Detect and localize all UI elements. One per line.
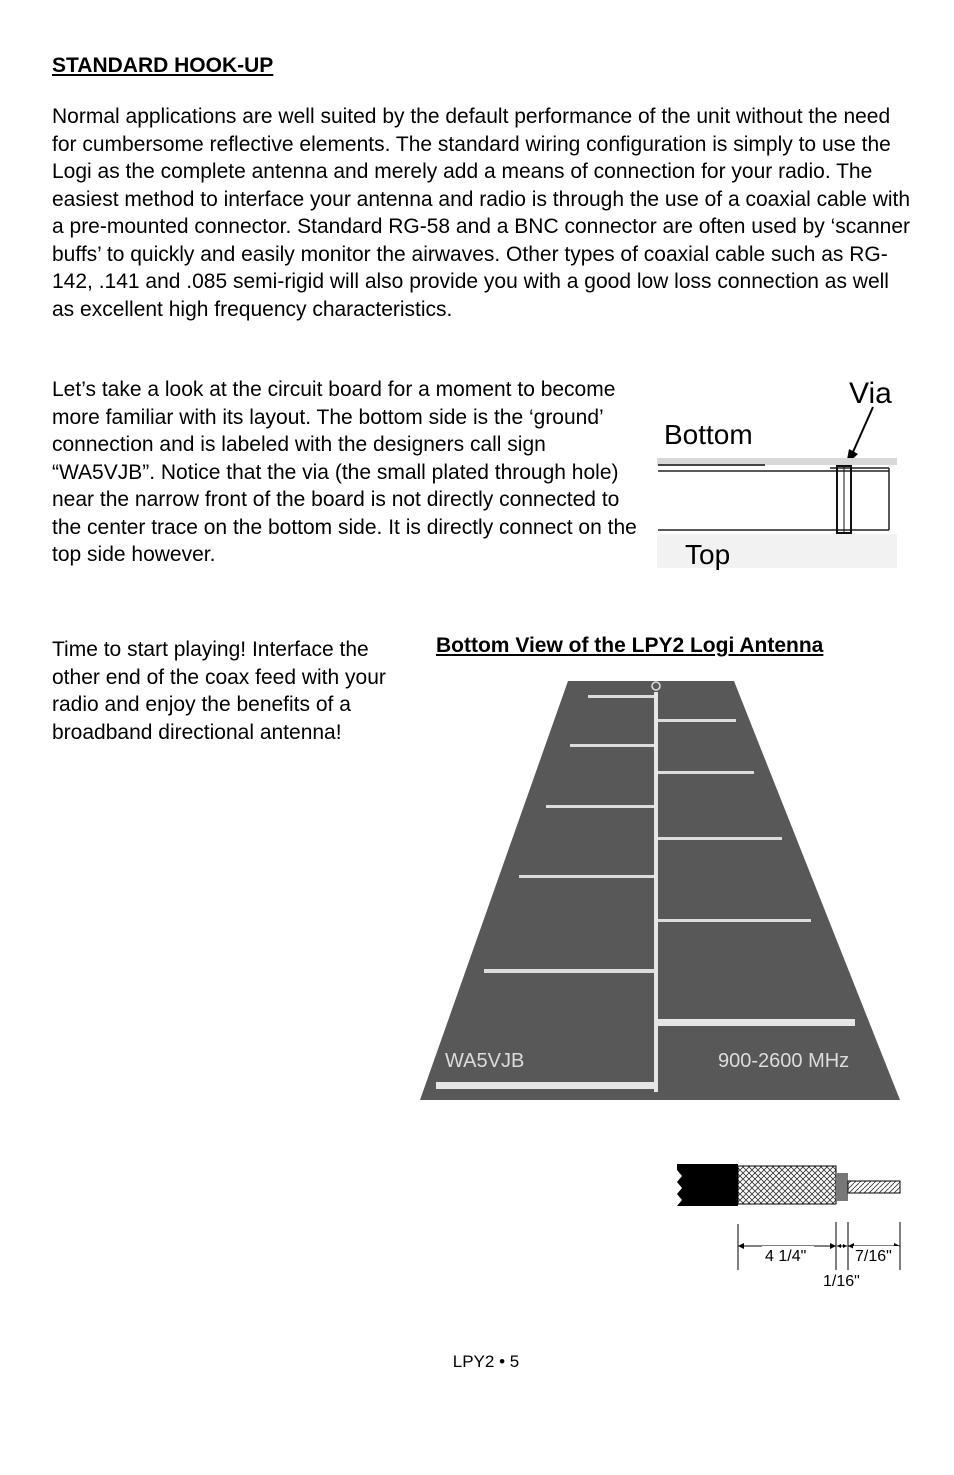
coax-strip-diagram	[674, 1158, 906, 1298]
via-cross-section-diagram	[655, 372, 900, 572]
element-right-5	[658, 1019, 855, 1026]
coax-braid	[738, 1166, 836, 1204]
element-left-6	[436, 1082, 658, 1089]
element-right-2	[658, 771, 754, 774]
center-trace	[654, 692, 658, 1092]
coax-dielectric	[836, 1173, 848, 1201]
element-right-3	[658, 837, 782, 840]
page-footer: LPY2 • 5	[452, 1352, 520, 1371]
via-label: Via	[849, 377, 892, 410]
paragraph-circuit-board: Let’s take a look at the circuit board for a moment to become more familiar with its layout. The bottom side is the ‘ground’ connection and is labeled with the designers call sign “WA5VJB”. Notice that the via (the small plated through hole) near the narrow front of the board is not directly connected to the center trace on the bottom side. It is directly connect on the top side however.	[52, 378, 637, 566]
element-left-4	[519, 875, 654, 878]
paragraph-start-playing: Time to start playing! Interface the other end of the coax feed with your radio and enjoy the benefits of a broadband directional antenna!	[52, 638, 386, 744]
element-right-1	[658, 719, 736, 722]
bottom-label: Bottom	[664, 419, 753, 450]
via-arrow	[853, 407, 873, 452]
dimension-gap: 1/16"	[823, 1273, 860, 1290]
dimension-braid: 4 1/4"	[765, 1248, 807, 1265]
element-left-1	[588, 695, 654, 698]
frequency-label: 900-2600 MHz	[718, 1050, 850, 1072]
antenna-figure-caption: Bottom View of the LPY2 Logi Antenna	[436, 634, 824, 657]
dimension-center: 7/16"	[855, 1248, 892, 1265]
antenna-board	[420, 681, 900, 1100]
section-heading: STANDARD HOOK-UP	[52, 54, 274, 77]
call-sign-label: WA5VJB	[445, 1050, 525, 1072]
element-left-3	[546, 805, 654, 808]
element-right-4	[658, 919, 811, 922]
paragraph-standard-hookup: Normal applications are well suited by the default performance of the unit without the need for cumbersome reflective elements. The standard wiring configuration is simply to use the Logi as the complete antenna and merely add a means of connection for your radio. The easiest method to interface your antenna and radio is through the use of a coaxial cable with a pre-mounted connector. Standard RG-58 and a BNC connector are often used by ‘scanner buffs’ to quickly and easily monitor the airwaves. Other types of coaxial cable such as RG-142, .141 and .085 semi-rigid will also provide you with a good low loss connection as well as excellent high frequency characteristics.	[52, 105, 911, 321]
antenna-bottom-view-photo	[418, 676, 902, 1106]
element-left-5	[484, 969, 654, 973]
element-left-2	[570, 744, 654, 747]
coax-jacket	[677, 1164, 738, 1206]
coax-center-conductor	[848, 1181, 900, 1193]
top-label: Top	[685, 539, 731, 570]
